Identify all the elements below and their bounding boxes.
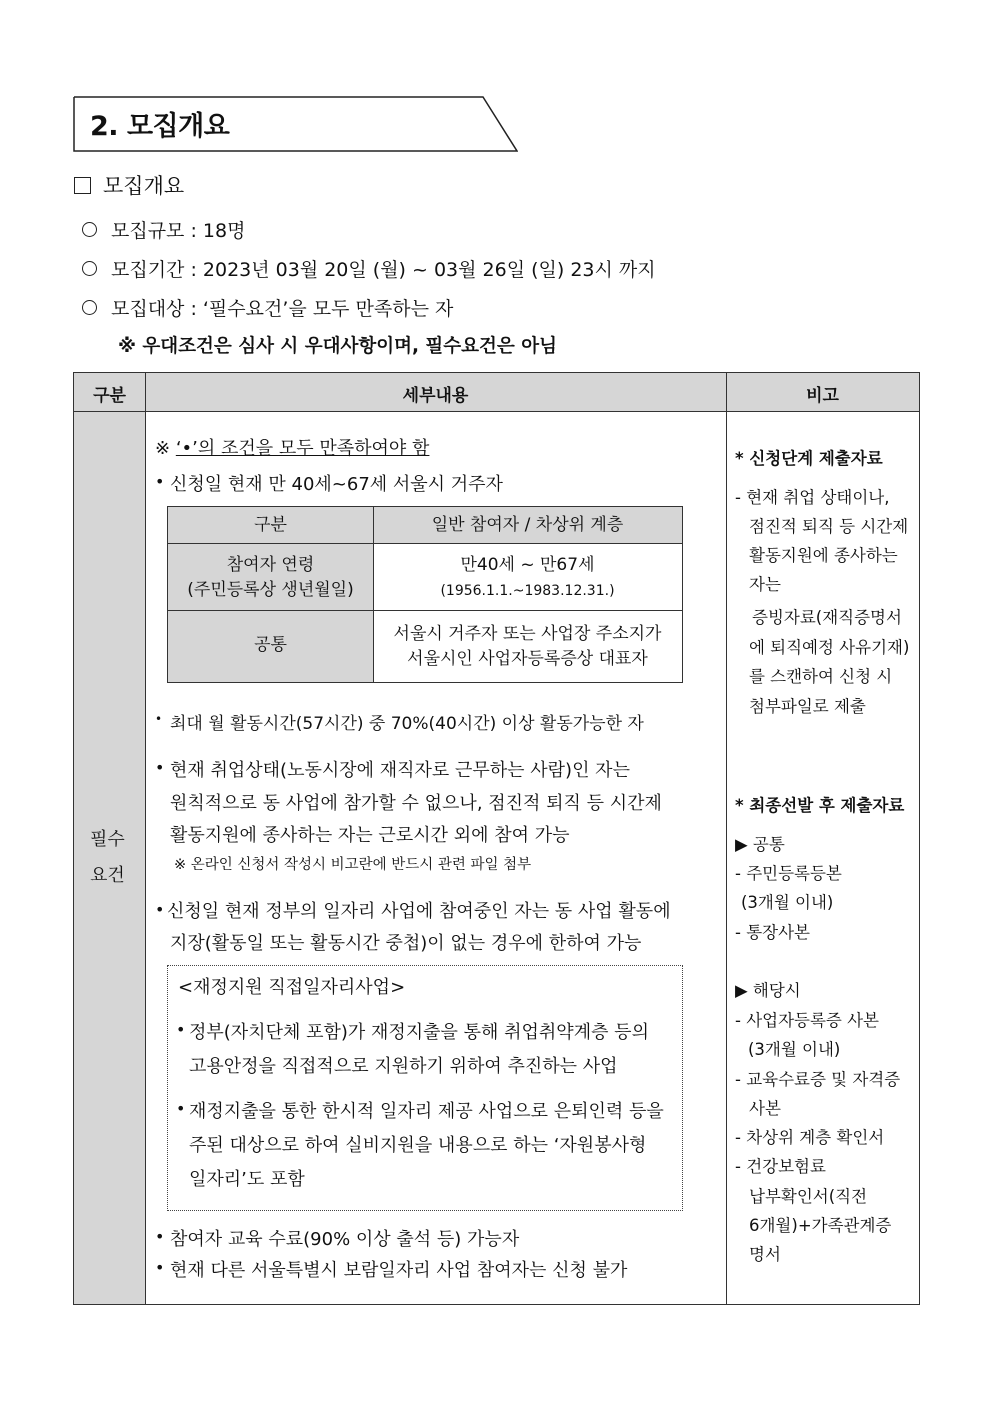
circle-bullet-icon [82,261,97,276]
inner-row-divider [168,543,682,544]
preference-notice: ※ 우대조건은 심사 시 우대사항이며, 필수요건은 아님 [118,336,557,357]
remark-apply-line: 자는 [749,575,781,594]
page-title: 2. 모집개요 [90,111,230,142]
bullet-dot-icon: • [155,1258,165,1277]
requirement-age-residence: 신청일 현재 만 40세~67세 서울시 거주자 [170,474,503,495]
requirement-no-duplicate: 현재 다른 서울특별시 보람일자리 사업 참여자는 신청 불가 [170,1260,628,1281]
inner-common-label: 공통 [254,635,287,655]
remark-apply-line: 에 퇴직예정 사유기재) [749,638,910,657]
inner-common-value-1: 서울시 거주자 또는 사업장 주소지가 [393,624,662,644]
overview-item-target: 모집대상 : ‘필수요건’을 모두 만족하는 자 [82,294,453,321]
column-divider [726,373,727,1304]
inner-age-label: 참여자 연령 [226,555,315,575]
remark-common-line: - 주민등록등본 [735,864,842,883]
direct-job-item2-line3: 일자리’도 포함 [189,1169,305,1190]
remark-common-line: - 통장사본 [735,923,810,942]
inner-row-divider [168,610,682,611]
circle-bullet-icon [82,300,97,315]
remark-applicable-line: 사본 [749,1099,781,1118]
bullet-dot-icon: • [176,1020,186,1039]
overview-item-scale: 모집규모 : 18명 [82,216,245,243]
remark-apply-line: 증빙자료(재직증명서 [752,608,902,627]
bullet-dot-icon: • [155,712,163,726]
requirement-employment-1: 현재 취업상태(노동시장에 재직자로 근무하는 사람)인 자는 [170,760,630,781]
direct-job-item1-line2: 고용안정을 직접적으로 지원하기 위하여 추진하는 사업 [189,1056,618,1077]
direct-job-item2-line2: 주된 대상으로 하여 실비지원을 내용으로 하는 ‘자원봉사형 [189,1135,647,1156]
direct-job-item1-line1: 정부(자치단체 포함)가 재정지출을 통해 취업취약계층 등의 [189,1022,649,1043]
remark-applicable-line: 납부확인서(직전 [749,1187,868,1206]
bullet-dot-icon: • [155,472,165,491]
remark-common-heading: ▶ 공통 [735,835,785,854]
requirement-employment-2: 원칙적으로 동 사업에 참가할 수 없으나, 점진적 퇴직 등 시간제 [170,793,662,814]
bullet-dot-icon: • [155,1227,165,1246]
checkbox-square-icon [74,177,91,194]
bullet-dot-icon: • [155,758,165,777]
remark-apply-title: * 신청단계 제출자료 [735,449,883,468]
header-details: 세부내용 [402,386,469,406]
bullet-dot-icon: • [155,900,165,919]
requirements-table [73,372,920,1305]
inner-age-range: (1956.1.1.~1983.12.31.) [440,583,615,599]
direct-job-program-box [167,965,683,1211]
remark-applicable-line: - 건강보험료 [735,1157,826,1176]
inner-common-value-2: 서울시인 사업자등록증상 대표자 [407,649,648,669]
requirement-education: 참여자 교육 수료(90% 이상 출석 등) 가능자 [170,1229,520,1250]
row-label-cell [74,411,145,1304]
inner-header-category: 구분 [254,515,287,535]
remark-applicable-line: 명서 [749,1245,781,1264]
header-remarks: 비고 [806,386,839,406]
row-label-line-1: 필수 [90,829,125,850]
remark-applicable-line: - 차상위 계층 확인서 [735,1128,885,1147]
remark-common-line: (3개월 이내) [741,893,834,912]
section-title: 모집개요 [74,170,184,200]
circle-bullet-icon [82,222,97,237]
requirement-gov-job-2: 지장(활동일 또는 활동시간 중첩)이 없는 경우에 한하여 가능 [170,933,642,954]
remark-apply-line: 를 스캔하여 신청 시 [749,667,893,686]
age-criteria-table [167,506,683,683]
remark-applicable-line: - 교육수료증 및 자격증 [735,1070,901,1089]
inner-header-group: 일반 참여자 / 차상위 계층 [431,515,624,535]
requirement-employment-note: ※ 온라인 신청서 작성시 비고란에 반드시 관련 파일 첨부 [174,857,532,873]
requirement-gov-job-1: 신청일 현재 정부의 일자리 사업에 참여중인 자는 동 사업 활동에 [167,901,671,922]
requirement-employment-3: 활동지원에 종사하는 자는 근로시간 외에 참여 가능 [170,825,570,846]
direct-job-title: <재정지원 직접일자리사업> [178,977,406,998]
condition-note: ※ ‘•’의 조건을 모두 만족하여야 함 [155,438,430,459]
row-label-line-2: 요건 [90,865,125,886]
remark-applicable-line: (3개월 이내) [748,1040,841,1059]
bullet-dot-icon: • [176,1099,186,1118]
remark-apply-line: 점진적 퇴직 등 시간제 [749,517,909,536]
column-divider [145,373,146,1304]
remark-apply-line: 활동지원에 종사하는 [749,546,898,565]
overview-item-period: 모집기간 : 2023년 03월 20일 (월) ~ 03월 26일 (일) 23시 까지 [82,255,656,282]
remark-final-title: * 최종선발 후 제출자료 [735,796,905,815]
inner-age-value: 만40세 ~ 만67세 [460,555,595,575]
header-divider [74,411,919,412]
inner-age-sublabel: (주민등록상 생년월일) [187,580,354,600]
remark-applicable-line: 6개월)+가족관계증 [749,1216,892,1235]
remark-apply-line: 첨부파일로 제출 [749,697,866,716]
direct-job-item2-line1: 재정지출을 통한 한시적 일자리 제공 사업으로 은퇴인력 등을 [189,1101,664,1122]
requirement-activity-hours: 최대 월 활동시간(57시간) 중 70%(40시간) 이상 활동가능한 자 [170,714,644,734]
remark-applicable-line: - 사업자등록증 사본 [735,1011,879,1030]
remark-applicable-heading: ▶ 해당시 [735,981,801,1000]
header-category: 구분 [93,386,126,406]
remark-apply-line: - 현재 취업 상태이나, [735,488,890,507]
